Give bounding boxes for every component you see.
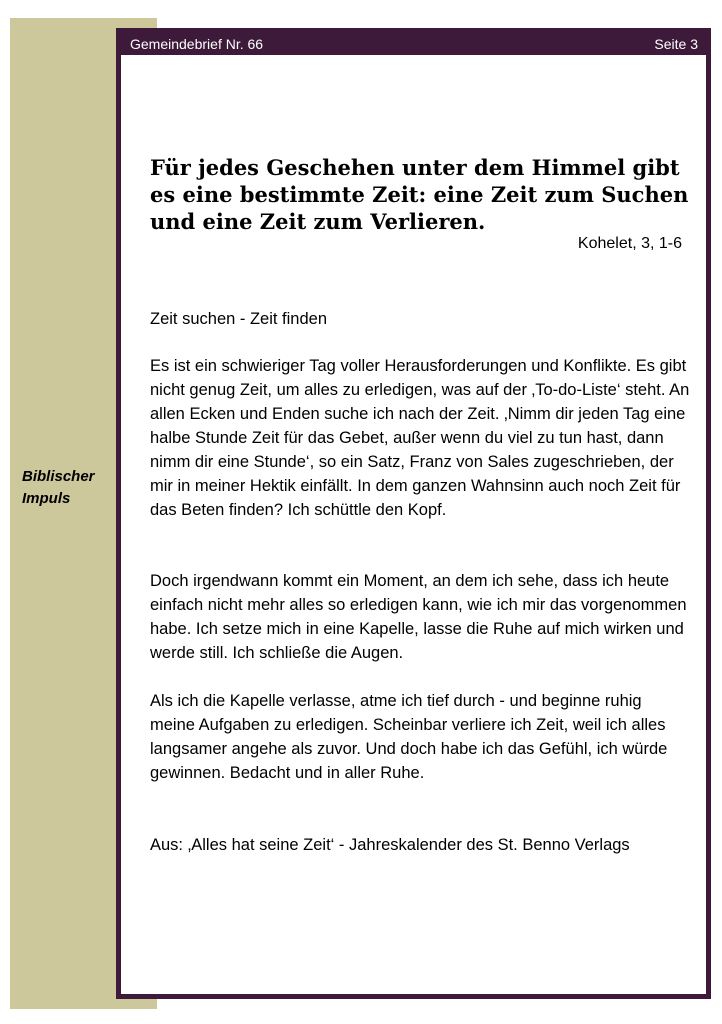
section-label <box>22 466 95 510</box>
article-source: Aus: ‚Alles hat seine Zeit‘ - Jahreskalender des St. Benno Verlags <box>150 836 630 854</box>
article-paragraph-1: Es ist ein schwieriger Tag voller Herausforderungen und Konflikte. Es gibt nicht genug Zeit, um alles zu erledigen, was auf der ‚To-do-Liste‘ steht. An allen Ecken und Enden suche ich nach der Zeit. ‚Nimm dir jeden Tag eine halbe Stunde Zeit für das Gebet, außer wenn du viel zu tun hast, dann nimm dir eine Stunde‘, so ein Satz, Franz von Sales zugeschrieben, der mir in meiner Hektik einfällt. In dem ganzen Wahnsinn auch noch Zeit für das Beten finden? Ich schüttle den Kopf. <box>150 357 690 519</box>
article-subtitle: Zeit suchen - Zeit finden <box>150 310 328 328</box>
newsletter-title: Gemeindebrief Nr. 66 <box>130 36 264 52</box>
header-bar <box>121 33 706 55</box>
page-number: Seite 3 <box>654 36 698 52</box>
article-paragraph-3: Als ich die Kapelle verlasse, atme ich tief durch - und beginne ruhig meine Aufgaben zu erledigen. Scheinbar verliere ich Zeit, weil ich alles langsamer angehe als zuvor. Und doch habe ich das Gefühl, ich würde gewinnen. Bedacht und in aller Ruhe. <box>150 692 668 782</box>
section-label-line1: Biblischer <box>22 468 95 485</box>
quote-source: Kohelet, 3, 1-6 <box>577 235 682 252</box>
section-label-line2: Impuls <box>22 490 71 507</box>
article-paragraph-2: Doch irgendwann kommt ein Moment, an dem ich sehe, dass ich heute einfach nicht mehr alles so erledigen kann, wie ich mir das vorgenommen habe. Ich setze mich in eine Kapelle, lasse die Ruhe auf mich wirken und werde still. Ich schließe die Augen. <box>150 572 687 662</box>
bible-quote: Für jedes Geschehen unter dem Himmel gibt es eine bestimmte Zeit: eine Zeit zum Suchen und eine Zeit zum Verlieren. <box>150 155 689 234</box>
